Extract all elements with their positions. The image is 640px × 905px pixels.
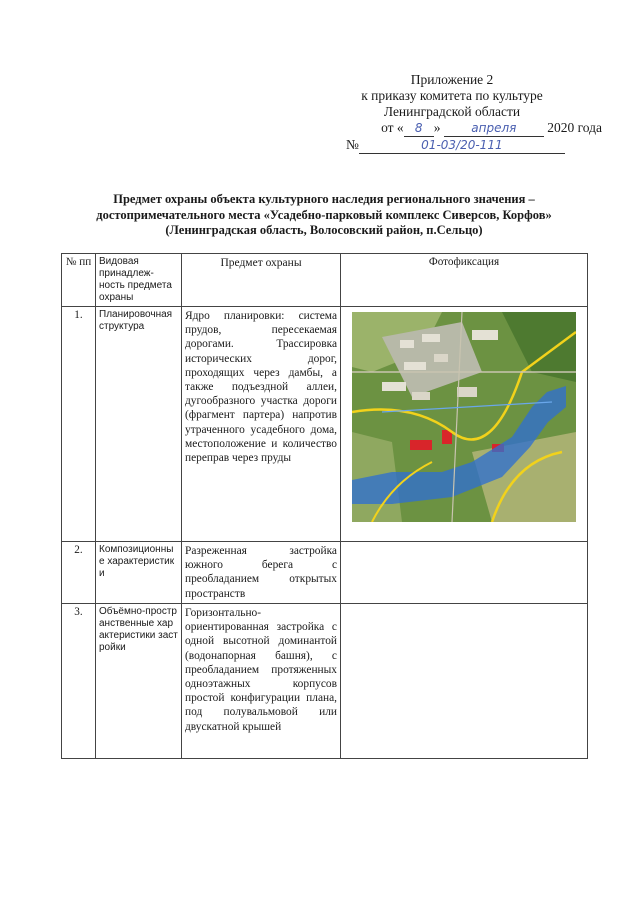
header-photo: Фотофиксация — [341, 254, 588, 307]
appendix-line-2: Ленинградской области — [383, 104, 521, 119]
table-row — [62, 307, 588, 542]
table-row — [62, 604, 588, 759]
header-num: № пп — [62, 254, 96, 307]
row-photo — [341, 307, 588, 542]
date-prefix: от « — [381, 120, 404, 135]
date-mid: » — [433, 120, 441, 135]
heading-line-2: достопримечательного места «Усадебно-парковый комплекс Сиверсов, Корфов» — [96, 207, 552, 222]
document-number: 01-03/20-111 — [359, 137, 565, 154]
protection-subject-table — [61, 253, 588, 759]
date-line — [302, 120, 602, 137]
appendix-line-1: к приказу комитета по культуре — [361, 88, 543, 103]
date-year: 2020 года — [547, 120, 602, 135]
row-photo-empty — [341, 604, 588, 759]
heading-line-1: Предмет охраны объекта культурного наследия регионального значения – — [113, 192, 535, 206]
row-subject: Ядро планировки: система прудов, пересекаемая дорогами. Трассировка исторических дорог, проходящих через дамбы, а также подъездной аллеи, дугообразного участка дороги (фрагмент партера) напротив утраченного усадебного дома, местоположение и количество переправ через пруды — [182, 307, 341, 542]
table-header-row — [62, 254, 588, 307]
row-num: 2. — [62, 542, 96, 604]
header-type: Видовая принадлеж-ность предмета охраны — [96, 254, 182, 307]
row-photo-empty — [341, 542, 588, 604]
aerial-photo — [352, 312, 576, 522]
row-num: 3. — [62, 604, 96, 759]
row-num: 1. — [62, 307, 96, 542]
row-subject: Разреженная застройка южного берега с преобладанием открытых пространств — [182, 542, 341, 604]
row-type: Планировочная структура — [96, 307, 182, 542]
date-month: апреля — [444, 120, 544, 137]
row-subject: Горизонтально-ориентированная застройка с одной высотной доминантой (водонапорная башня), с преобладанием протяженных одноэтажных корпусов простой конфигурации плана, под полувальмовой или двускатной крышей — [182, 604, 341, 759]
header-subject: Предмет охраны — [182, 254, 341, 307]
heading-line-3: (Ленинградская область, Волосовский район, п.Сельцо) — [165, 223, 483, 237]
appendix-title: Приложение 2 — [410, 72, 494, 87]
number-line — [302, 137, 602, 154]
row-type: Объёмно-пространственные характеристики застройки — [96, 604, 182, 759]
appendix-block — [302, 72, 602, 154]
table-row — [62, 542, 588, 604]
row-type: Композиционные характеристики — [96, 542, 182, 604]
date-day: 8 — [404, 120, 434, 137]
number-prefix: № — [346, 137, 359, 152]
document-heading — [60, 192, 588, 239]
